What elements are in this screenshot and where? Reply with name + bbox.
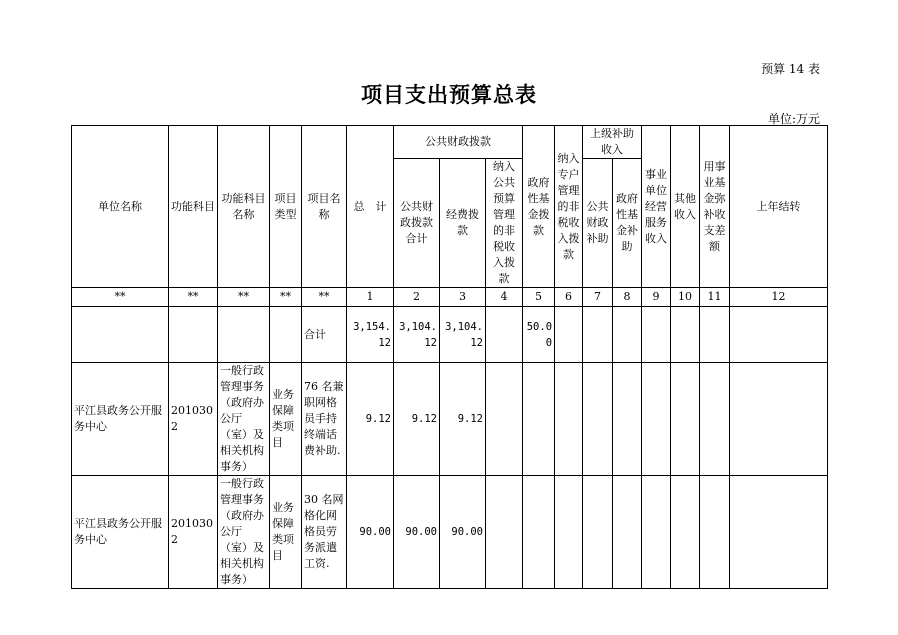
index-cell: 12 bbox=[730, 288, 828, 307]
index-cell: 11 bbox=[700, 288, 730, 307]
header-total: 总 计 bbox=[347, 126, 394, 288]
total-expense: 3,104.12 bbox=[440, 307, 486, 363]
header-other-income: 其他收入 bbox=[671, 126, 700, 288]
index-cell: ** bbox=[270, 288, 302, 307]
header-carryover: 上年结转 bbox=[730, 126, 828, 288]
header-func-code: 功能科目 bbox=[169, 126, 218, 288]
header-gov-fund-subsidy: 政府性基金补助 bbox=[613, 159, 642, 288]
expense-cell: 90.00 bbox=[440, 476, 486, 589]
header-business-service: 事业单位经营服务收入 bbox=[642, 126, 671, 288]
index-cell: ** bbox=[169, 288, 218, 307]
header-gov-fund: 政府性基金拨款 bbox=[523, 126, 555, 288]
total-label: 合计 bbox=[302, 307, 347, 363]
index-cell: ** bbox=[218, 288, 270, 307]
proj-name-cell: 30 名网格化网格员劳务派遣工资. bbox=[302, 476, 347, 589]
unit-label: 单位:万元 bbox=[767, 112, 820, 126]
func-code-cell: 2010302 bbox=[169, 363, 218, 476]
index-cell: 3 bbox=[440, 288, 486, 307]
header-nontax-special: 纳入专户管理的非税收入拨款 bbox=[555, 126, 583, 288]
index-cell: 5 bbox=[523, 288, 555, 307]
header-nontax-in-budget: 纳入公共预算管理的非税收入拨款 bbox=[486, 159, 523, 288]
expense-cell: 9.12 bbox=[440, 363, 486, 476]
header-proj-type: 项目类型 bbox=[270, 126, 302, 288]
index-cell: 1 bbox=[347, 288, 394, 307]
unit-name-cell: 平江县政务公开服务中心 bbox=[72, 476, 169, 589]
total-public-fiscal: 3,104.12 bbox=[394, 307, 440, 363]
total-cell: 9.12 bbox=[347, 363, 394, 476]
page-title: 项目支出预算总表 bbox=[361, 82, 537, 107]
header-public-fiscal-total: 公共财政拨款合计 bbox=[394, 159, 440, 288]
index-cell: 8 bbox=[613, 288, 642, 307]
func-name-cell: 一般行政管理事务（政府办公厅（室）及相关机构事务） bbox=[218, 476, 270, 589]
index-cell: 6 bbox=[555, 288, 583, 307]
header-row-1 bbox=[72, 126, 828, 159]
form-number: 预算 14 表 bbox=[761, 62, 820, 76]
header-expense: 经费拨款 bbox=[440, 159, 486, 288]
index-cell: 9 bbox=[642, 288, 671, 307]
header-public-fiscal: 公共财政拨款 bbox=[394, 126, 523, 159]
index-cell: 4 bbox=[486, 288, 523, 307]
proj-name-cell: 76 名兼职网格员手持终端话费补助. bbox=[302, 363, 347, 476]
header-superior-subsidy: 上级补助收入 bbox=[583, 126, 642, 159]
proj-type-cell: 业务保障类项目 bbox=[270, 363, 302, 476]
func-code-cell: 2010302 bbox=[169, 476, 218, 589]
total-gov-fund: 50.00 bbox=[523, 307, 555, 363]
index-cell: 2 bbox=[394, 288, 440, 307]
header-proj-name: 项目名称 bbox=[302, 126, 347, 288]
index-cell: 10 bbox=[671, 288, 700, 307]
header-unit-name: 单位名称 bbox=[72, 126, 169, 288]
total-total: 3,154.12 bbox=[347, 307, 394, 363]
index-row bbox=[72, 288, 828, 307]
total-row bbox=[72, 307, 828, 363]
public-fiscal-cell: 90.00 bbox=[394, 476, 440, 589]
func-name-cell: 一般行政管理事务（政府办公厅（室）及相关机构事务） bbox=[218, 363, 270, 476]
public-fiscal-cell: 9.12 bbox=[394, 363, 440, 476]
table-row bbox=[72, 476, 828, 589]
header-func-name: 功能科目名称 bbox=[218, 126, 270, 288]
table-row bbox=[72, 363, 828, 476]
total-cell: 90.00 bbox=[347, 476, 394, 589]
index-cell: 7 bbox=[583, 288, 613, 307]
header-career-fund: 用事业基金弥补收支差额 bbox=[700, 126, 730, 288]
unit-name-cell: 平江县政务公开服务中心 bbox=[72, 363, 169, 476]
proj-type-cell: 业务保障类项目 bbox=[270, 476, 302, 589]
index-cell: ** bbox=[302, 288, 347, 307]
budget-table bbox=[71, 125, 828, 589]
index-cell: ** bbox=[72, 288, 169, 307]
header-public-fiscal-subsidy: 公共财政补助 bbox=[583, 159, 613, 288]
